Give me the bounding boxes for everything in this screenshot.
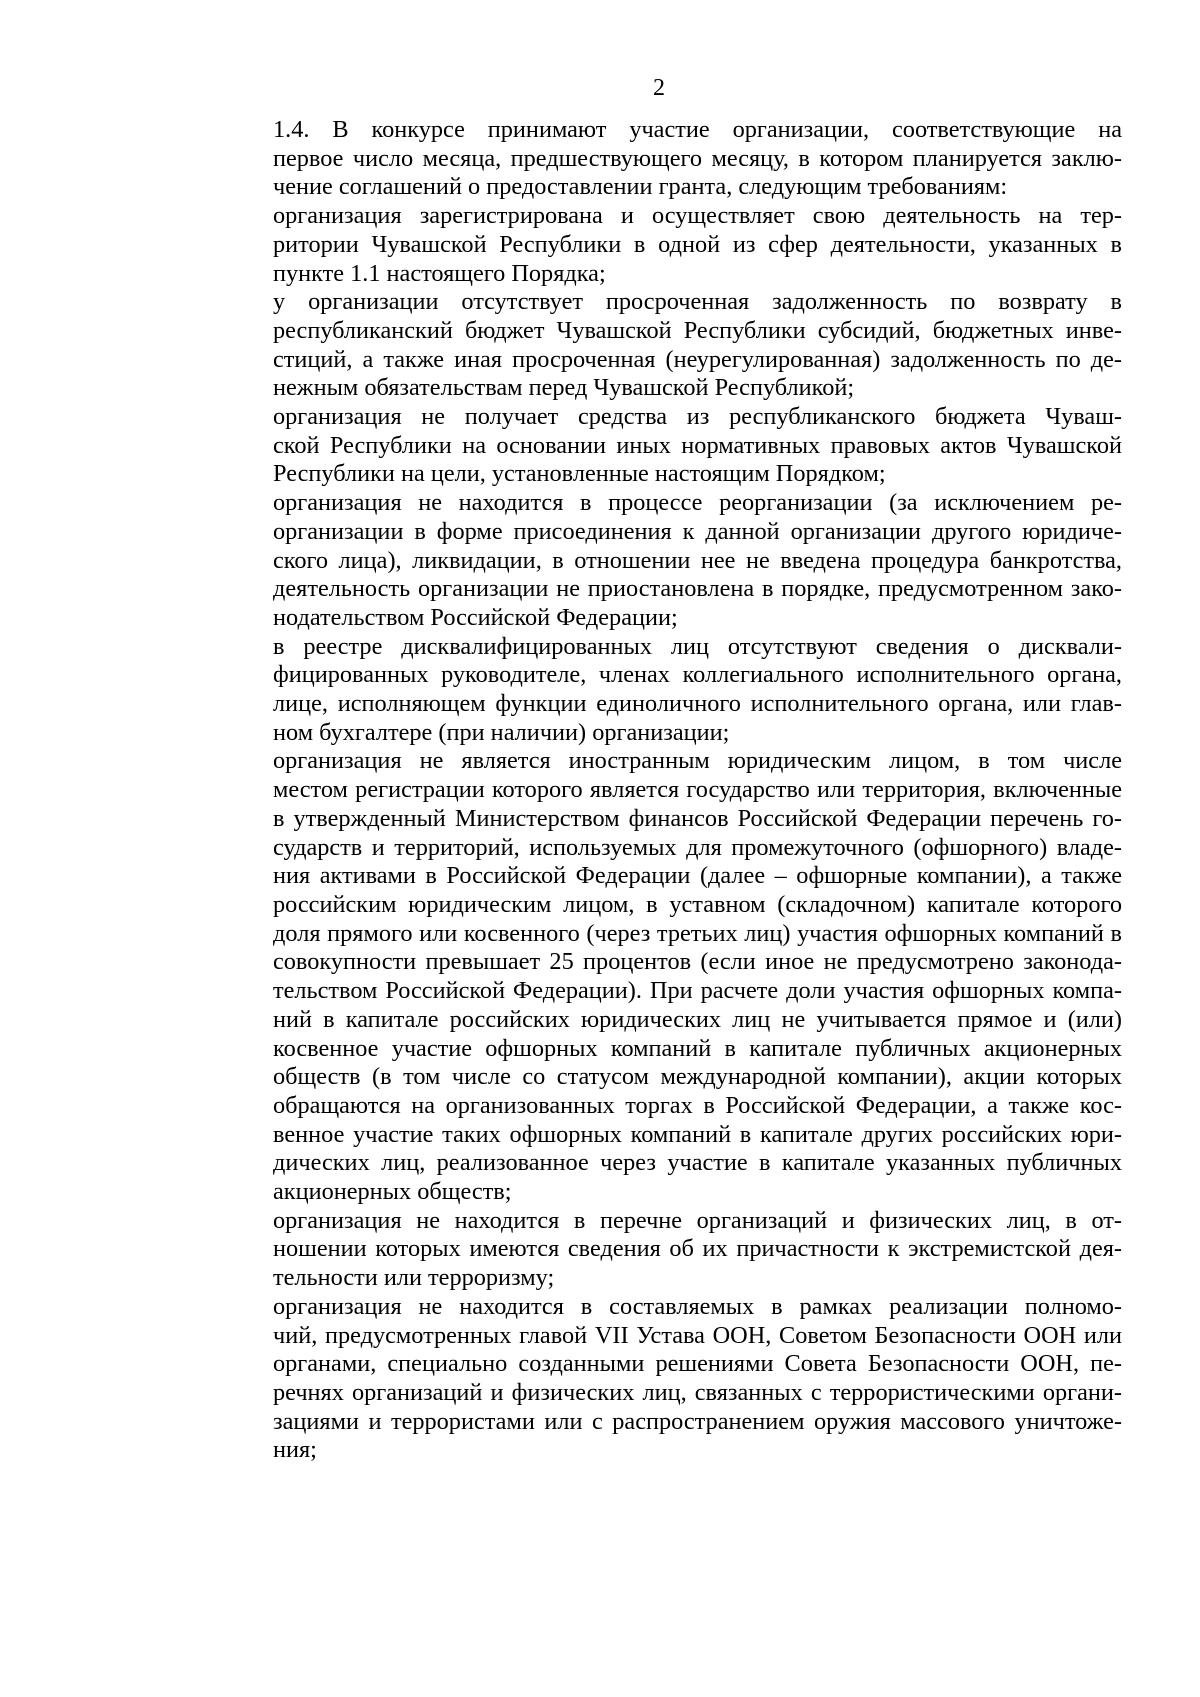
text-line: акционерных обществ; — [273, 1178, 512, 1206]
text-line: в утвержденный Министерством финансов Российской Федерации перечень го- — [273, 804, 1122, 832]
text-line: нежным обязательствам перед Чувашской Республикой; — [273, 374, 855, 402]
text-line: организация не получает средства из республиканского бюджета Чуваш- — [273, 403, 1122, 431]
text-line: организация не находится в составляемых в рамках реализации полномо- — [273, 1292, 1122, 1320]
text-line: стиций, а также иная просроченная (неурегулированная) задолженность по де- — [273, 345, 1122, 373]
text-line: организация не находится в процессе реорганизации (за исключением ре- — [273, 489, 1122, 517]
text-line: лице, исполняющем функции единоличного исполнительного органа, или глав- — [273, 690, 1122, 718]
text-line: деятельность организации не приостановлена в порядке, предусмотренном зако- — [273, 575, 1122, 603]
text-line: зациями и террористами или с распространением оружия массового уничтоже- — [273, 1407, 1122, 1435]
text-line: чий, предусмотренных главой VII Устава ООН, Советом Безопасности ООН или — [273, 1321, 1122, 1349]
text-line: органами, специально созданными решениями Совета Безопасности ООН, пе- — [273, 1350, 1122, 1378]
text-line: пункте 1.1 настоящего Порядка; — [273, 259, 606, 287]
text-line: ний в капитале российских юридических лиц не учитывается прямое и (или) — [273, 1005, 1122, 1033]
paragraph — [202, 1207, 1122, 1293]
text-line: российским юридическим лицом, в уставном (складочном) капитале которого — [273, 890, 1122, 918]
text-line: 1.4. В конкурсе принимают участие организации, соответствующие на — [273, 116, 1122, 143]
text-line: первое число месяца, предшествующего месяцу, в котором планируется заклю- — [273, 144, 1122, 172]
paragraph — [202, 489, 1122, 633]
text-line: организация зарегистрирована и осуществляет свою деятельность на тер- — [273, 202, 1122, 230]
text-line: речнях организаций и физических лиц, связанных с террористическими органи- — [273, 1378, 1122, 1406]
text-line: ния активами в Российской Федерации (далее – офшорные компании), а также — [273, 862, 1122, 890]
paragraph — [202, 116, 1122, 202]
text-line: доля прямого или косвенного (через третьих лиц) участия офшорных компаний в — [273, 919, 1122, 947]
paragraph — [202, 747, 1122, 1206]
text-line: местом регистрации которого является государство или территория, включенные — [273, 776, 1122, 804]
paragraph — [202, 403, 1122, 489]
text-line: ской Республики на основании иных нормативных правовых актов Чувашской — [273, 431, 1122, 459]
text-line: обращаются на организованных торгах в Российской Федерации, а также кос- — [273, 1091, 1122, 1119]
text-line: чение соглашений о предоставлении гранта, следующим требованиям: — [273, 173, 1008, 201]
text-line: республиканский бюджет Чувашской Республики субсидий, бюджетных инве- — [273, 316, 1122, 344]
text-line: фицированных руководителе, членах коллегиального исполнительного органа, — [273, 661, 1122, 689]
text-line: ния; — [273, 1436, 317, 1464]
text-line: дических лиц, реализованное через участие в капитале указанных публичных — [273, 1149, 1122, 1177]
text-line: ского лица), ликвидации, в отношении нее не введена процедура банкротства, — [273, 546, 1122, 574]
paragraph — [202, 202, 1122, 288]
text-line: сударств и территорий, используемых для промежуточного (офшорного) владе- — [273, 833, 1122, 861]
text-line: организация не является иностранным юридическим лицом, в том числе — [273, 747, 1122, 775]
text-line: у организации отсутствует просроченная задолженность по возврату в — [273, 288, 1122, 316]
paragraph — [202, 1293, 1122, 1465]
text-line: в реестре дисквалифицированных лиц отсутствуют сведения о дисквали- — [273, 632, 1122, 660]
text-line: тельности или терроризму; — [273, 1264, 555, 1292]
paragraph — [202, 288, 1122, 403]
text-line: косвенное участие офшорных компаний в капитале публичных акционерных — [273, 1034, 1122, 1062]
text-line: совокупности превышает 25 процентов (если иное не предусмотрено законода- — [273, 948, 1122, 976]
document-body — [202, 116, 1122, 1465]
text-line: Республики на цели, установленные настоящим Порядком; — [273, 460, 886, 488]
text-line: тельством Российской Федерации). При расчете доли участия офшорных компа- — [273, 977, 1122, 1005]
paragraph — [202, 633, 1122, 748]
page-number: 2 — [653, 75, 665, 101]
text-line: ном бухгалтере (при наличии) организации; — [273, 718, 730, 746]
text-line: венное участие таких офшорных компаний в капитале других российских юри- — [273, 1120, 1122, 1148]
text-line: организация не находится в перечне организаций и физических лиц, в от- — [273, 1206, 1122, 1234]
text-line: нодательством Российской Федерации; — [273, 603, 678, 631]
text-line: ношении которых имеются сведения об их причастности к экстремистской дея- — [273, 1235, 1122, 1263]
text-line: обществ (в том числе со статусом международной компании), акции которых — [273, 1063, 1122, 1091]
text-line: организации в форме присоединения к данной организации другого юридиче- — [273, 517, 1122, 545]
text-line: ритории Чувашской Республики в одной из сфер деятельности, указанных в — [273, 230, 1122, 258]
